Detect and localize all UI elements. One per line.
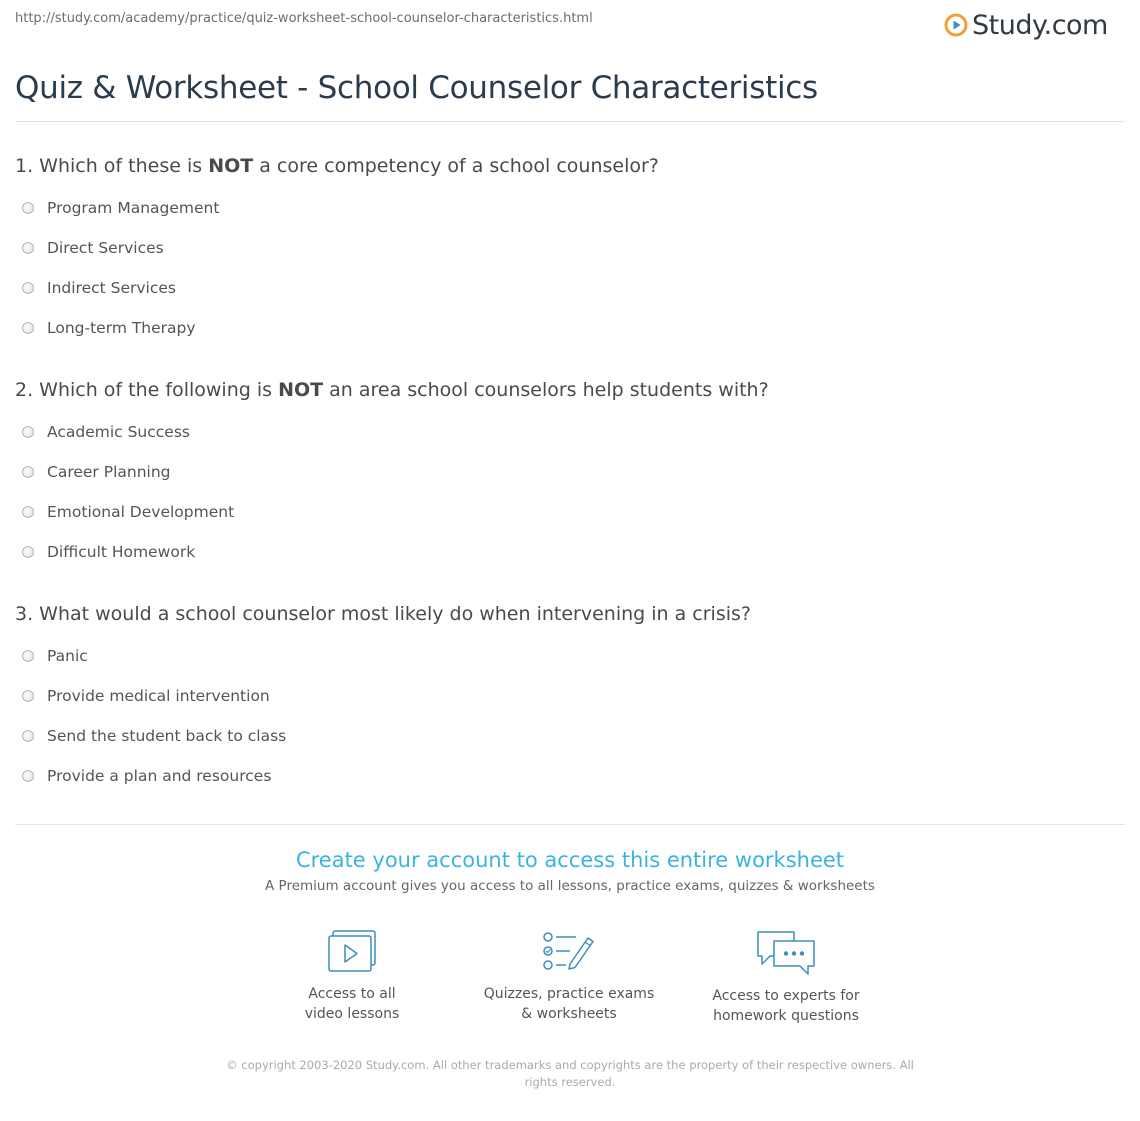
page-title: Quiz & Worksheet - School Counselor Characteristics [15,70,818,106]
radio-button[interactable] [22,690,34,702]
answer-option[interactable] [22,646,88,666]
feature-label: Quizzes, practice exams & worksheets [483,986,655,1022]
feature-quizzes [469,928,669,1024]
radio-button[interactable] [22,426,34,438]
premium-description: A Premium account gives you access to all lessons, practice exams, quizzes & worksheets [265,878,875,894]
option-label: Difficult Homework [47,543,196,561]
copyright-footer: © copyright 2003-2020 Study.com. All other trademarks and copyrights are the property of their respective owners. All rights reserved. [226,1058,914,1089]
option-label: Panic [47,647,88,665]
section-divider [15,824,1125,825]
option-label: Long-term Therapy [47,319,196,337]
answer-option[interactable] [22,686,270,706]
answer-option[interactable] [22,198,219,218]
radio-button[interactable] [22,770,34,782]
logo-text: Study.com [972,9,1108,41]
option-label: Indirect Services [47,279,176,297]
radio-button[interactable] [22,506,34,518]
chat-bubbles-icon [754,928,818,976]
create-account-link[interactable]: Create your account to access this entire worksheet [295,848,845,872]
option-label: Provide medical intervention [47,687,270,705]
page-url: http://study.com/academy/practice/quiz-worksheet-school-counselor-characteristics.html [15,11,593,26]
answer-option[interactable] [22,502,234,522]
answer-option[interactable] [22,318,196,338]
video-lessons-icon [326,928,378,974]
answer-option[interactable] [22,542,195,562]
option-label: Career Planning [47,463,171,481]
study-logo[interactable] [944,8,1108,42]
radio-button[interactable] [22,650,34,662]
option-label: Program Management [47,199,220,217]
answer-option[interactable] [22,278,176,298]
radio-button[interactable] [22,546,34,558]
answer-option[interactable] [22,422,190,442]
radio-button[interactable] [22,242,34,254]
answer-option[interactable] [22,766,271,786]
radio-button[interactable] [22,202,34,214]
option-label: Send the student back to class [47,727,287,745]
radio-button[interactable] [22,282,34,294]
title-divider [15,121,1125,122]
answer-option[interactable] [22,726,286,746]
answer-option[interactable] [22,238,164,258]
question-3: 3. What would a school counselor most likely do when intervening in a crisis? [15,603,751,625]
option-label: Emotional Development [47,503,235,521]
radio-button[interactable] [22,466,34,478]
radio-button[interactable] [22,322,34,334]
feature-label: Access to all video lessons [304,986,400,1022]
option-label: Provide a plan and resources [47,767,272,785]
question-2: 2. Which of the following is NOT an area school counselors help students with? [15,379,769,401]
option-label: Academic Success [47,423,190,441]
radio-button[interactable] [22,730,34,742]
feature-experts [686,928,886,1026]
quiz-checklist-icon [540,928,598,974]
option-label: Direct Services [47,239,164,257]
answer-option[interactable] [22,462,171,482]
question-1: 1. Which of these is NOT a core competency of a school counselor? [15,155,659,177]
play-circle-icon [944,13,968,37]
feature-label: Access to experts for homework questions [712,988,860,1024]
feature-video-lessons [252,928,452,1024]
